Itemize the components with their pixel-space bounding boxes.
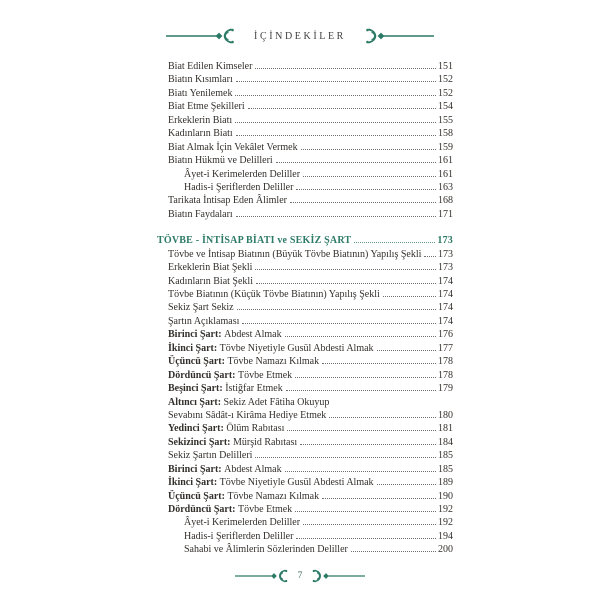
entry-label: TÖVBE - İNTİSAP BİATI ve SEKİZ ŞART <box>157 235 352 247</box>
entry-label: Tövbe Namazı Kılmak <box>227 490 320 502</box>
dot-leader <box>300 444 436 445</box>
dot-leader <box>383 296 436 297</box>
entry-page-number: 152 <box>438 74 453 86</box>
entry-page-number: 174 <box>438 289 453 300</box>
dot-leader <box>303 176 436 177</box>
toc-entry <box>157 422 453 435</box>
dot-leader <box>236 135 436 136</box>
toc-entry <box>157 208 453 221</box>
dot-leader <box>237 309 436 310</box>
entry-bold-prefix: Birinci Şart: <box>168 463 225 475</box>
entry-label: Sekiz Adet Fâtiha Okuyup <box>223 396 330 408</box>
toc-entry <box>157 476 453 489</box>
entry-label: Tövbe Etmek <box>238 369 293 381</box>
entry-page-number: 178 <box>438 369 453 381</box>
dot-leader <box>248 108 436 109</box>
dot-leader <box>296 189 436 190</box>
toc-entry <box>157 73 453 86</box>
dot-leader <box>235 95 436 96</box>
dot-leader <box>322 363 436 364</box>
toc-entry <box>157 436 453 449</box>
entry-label: Şartın Açıklaması <box>168 315 240 327</box>
entry-page-number: 184 <box>438 436 453 448</box>
entry-label: Âyet-i Kerimelerden Deliller <box>184 517 301 529</box>
dot-leader <box>424 256 436 257</box>
entry-page-number: 174 <box>438 275 453 287</box>
toc-entry <box>157 409 453 422</box>
dot-leader <box>242 323 436 324</box>
entry-label: Kadınların Biat Şekli <box>168 275 253 287</box>
entry-label: Biatın Hükmü ve Delilleri <box>168 155 273 167</box>
dot-leader <box>276 162 436 163</box>
entry-page-number: 173 <box>437 235 453 247</box>
entry-page-number: 168 <box>438 195 453 207</box>
entry-label: Sevabını Sâdât-ı Kirâma Hediye Etmek <box>168 409 327 421</box>
toc-entry <box>157 100 453 113</box>
entry-label: Tövbe Etmek <box>238 504 293 515</box>
entry-label: Hadis-i Şeriflerden Deliller <box>184 181 294 193</box>
entry-label: Biat Edilen Kimseler <box>168 61 253 72</box>
entry-label: İstiğfar Etmek <box>225 383 283 395</box>
entry-label: Sahabi ve Âlimlerin Sözlerinden Deliller <box>184 544 348 556</box>
entry-label: Biatı Yenilemek <box>168 87 233 99</box>
toc-entry <box>157 530 453 543</box>
dot-leader <box>301 149 436 150</box>
entry-label: Biat Etme Şekilleri <box>168 101 245 113</box>
entry-page-number: 161 <box>438 168 453 180</box>
entry-bold-prefix: Altıncı Şart: <box>168 396 224 408</box>
entry-label: Biatın Kısımları <box>168 74 233 86</box>
dot-leader <box>303 524 436 525</box>
dot-leader <box>286 390 436 391</box>
dot-leader <box>255 457 436 458</box>
toc-entry <box>157 342 453 355</box>
dot-leader <box>285 336 436 337</box>
entry-page-number: 163 <box>438 181 453 193</box>
entry-bold-prefix: Yedinci Şart: <box>168 423 227 435</box>
entry-label: Erkeklerin Biat Şekli <box>168 262 253 274</box>
entry-label: Tövbe ve İntisap Biatının (Büyük Tövbe Biatının) Yapılış Şekli <box>168 248 422 260</box>
dot-leader <box>351 551 436 552</box>
entry-page-number: 190 <box>438 490 453 502</box>
toc-list <box>157 60 453 557</box>
entry-page-number: 192 <box>438 517 453 529</box>
vine-bracket-ornament-left-icon <box>235 569 291 583</box>
dot-leader <box>295 377 436 378</box>
dot-leader <box>377 350 436 351</box>
dot-leader <box>236 216 436 217</box>
entry-page-number: 178 <box>438 356 453 368</box>
toc-entry <box>157 490 453 503</box>
toc-entry <box>157 87 453 100</box>
entry-bold-prefix: Üçüncü Şart: <box>168 356 228 368</box>
entry-page-number: 171 <box>438 208 453 220</box>
toc-entry <box>157 248 453 261</box>
vine-bracket-ornament-right-icon <box>309 569 365 583</box>
toc-entry <box>157 168 453 181</box>
entry-page-number: 192 <box>438 504 453 515</box>
entry-page-number: 181 <box>438 423 453 435</box>
entry-bold-prefix: İkinci Şart: <box>168 477 220 489</box>
entry-page-number: 174 <box>438 302 453 314</box>
entry-label: Âyet-i Kerimelerden Deliller <box>184 168 301 180</box>
entry-page-number: 185 <box>438 463 453 475</box>
vine-bracket-ornament-right-icon <box>362 28 434 44</box>
toc-entry <box>157 154 453 167</box>
entry-label: Biat Almak İçin Vekâlet Vermek <box>168 141 298 153</box>
entry-page-number: 158 <box>438 128 453 140</box>
entry-page-number: 155 <box>438 114 453 126</box>
dot-leader <box>354 242 435 243</box>
page-header <box>0 28 600 44</box>
entry-page-number: 151 <box>438 61 453 72</box>
entry-page-number: 174 <box>438 315 453 327</box>
toc-entry <box>157 449 453 462</box>
dot-leader <box>377 484 436 485</box>
footer-page-number: 7 <box>297 571 303 581</box>
entry-page-number: 176 <box>438 329 453 341</box>
toc-entry <box>157 288 453 301</box>
toc-entry <box>157 463 453 476</box>
entry-page-number: 161 <box>438 155 453 167</box>
dot-leader <box>295 511 436 512</box>
entry-label: Ölüm Rabıtası <box>226 423 285 435</box>
entry-page-number: 177 <box>438 342 453 354</box>
entry-page-number: 180 <box>438 409 453 421</box>
entry-label: Sekiz Şart Sekiz <box>168 302 234 314</box>
toc-entry <box>157 396 453 409</box>
toc-entry <box>157 503 453 516</box>
toc-entry <box>157 355 453 368</box>
entry-page-number: 173 <box>438 262 453 274</box>
entry-page-number: 189 <box>438 477 453 489</box>
entry-label: Tövbe Niyetiyle Gusül Abdesti Almak <box>219 477 374 489</box>
toc-entry <box>157 181 453 194</box>
page-footer <box>0 569 600 583</box>
entry-label: Sekiz Şartın Delilleri <box>168 450 253 462</box>
entry-page-number: 152 <box>438 87 453 99</box>
entry-bold-prefix: Dördüncü Şart: <box>168 504 239 515</box>
dot-leader <box>287 430 436 431</box>
dot-leader <box>329 417 436 418</box>
entry-label: Hadis-i Şeriflerden Deliller <box>184 530 294 542</box>
entry-label: Biatın Faydaları <box>168 208 233 220</box>
dot-leader <box>296 538 436 539</box>
toc-entry <box>157 369 453 382</box>
dot-leader <box>235 122 436 123</box>
toc-entry <box>157 382 453 395</box>
dot-leader <box>255 269 436 270</box>
entry-page-number: 194 <box>438 530 453 542</box>
entry-bold-prefix: Birinci Şart: <box>168 329 225 341</box>
toc-entry <box>157 275 453 288</box>
entry-label: Kadınların Biatı <box>168 128 233 140</box>
dot-leader <box>256 283 436 284</box>
entry-label: Erkeklerin Biatı <box>168 114 233 126</box>
entry-page-number: 173 <box>438 248 453 260</box>
toc-section-entry <box>157 234 453 247</box>
dot-leader <box>255 68 436 69</box>
entry-label: Abdest Almak <box>224 329 282 341</box>
toc-entry <box>157 315 453 328</box>
entry-bold-prefix: Sekizinci Şart: <box>168 436 233 448</box>
toc-entry <box>157 301 453 314</box>
entry-label: Abdest Almak <box>224 463 282 475</box>
toc-entry <box>157 194 453 207</box>
toc-entry <box>157 127 453 140</box>
entry-label: Tarikata İntisap Eden Âlimler <box>168 195 287 207</box>
toc-entry <box>157 141 453 154</box>
entry-bold-prefix: Dördüncü Şart: <box>168 369 239 381</box>
toc-entry <box>157 328 453 341</box>
dot-leader <box>322 498 436 499</box>
entry-label: Mürşid Rabıtası <box>233 436 298 448</box>
entry-bold-prefix: Beşinci Şart: <box>168 383 226 395</box>
entry-page-number: 185 <box>438 450 453 462</box>
entry-page-number: 179 <box>438 383 453 395</box>
toc-entry <box>157 543 453 556</box>
entry-page-number: 200 <box>438 544 453 556</box>
entry-bold-prefix: Üçüncü Şart: <box>168 490 228 502</box>
toc-entry <box>157 261 453 274</box>
page-title: İÇİNDEKİLER <box>254 30 346 42</box>
entry-label: Tövbe Biatının (Küçük Tövbe Biatının) Yapılış Şekli <box>168 289 380 300</box>
vine-bracket-ornament-left-icon <box>166 28 238 44</box>
dot-leader <box>236 81 436 82</box>
entry-page-number: 154 <box>438 101 453 113</box>
dot-leader <box>290 202 436 203</box>
entry-label: Tövbe Niyetiyle Gusül Abdesti Almak <box>219 342 374 354</box>
entry-label: Tövbe Namazı Kılmak <box>227 356 320 368</box>
entry-bold-prefix: İkinci Şart: <box>168 342 220 354</box>
toc-entry <box>157 114 453 127</box>
entry-page-number: 159 <box>438 141 453 153</box>
toc-entry <box>157 516 453 529</box>
dot-leader <box>285 471 436 472</box>
toc-entry <box>157 60 453 73</box>
